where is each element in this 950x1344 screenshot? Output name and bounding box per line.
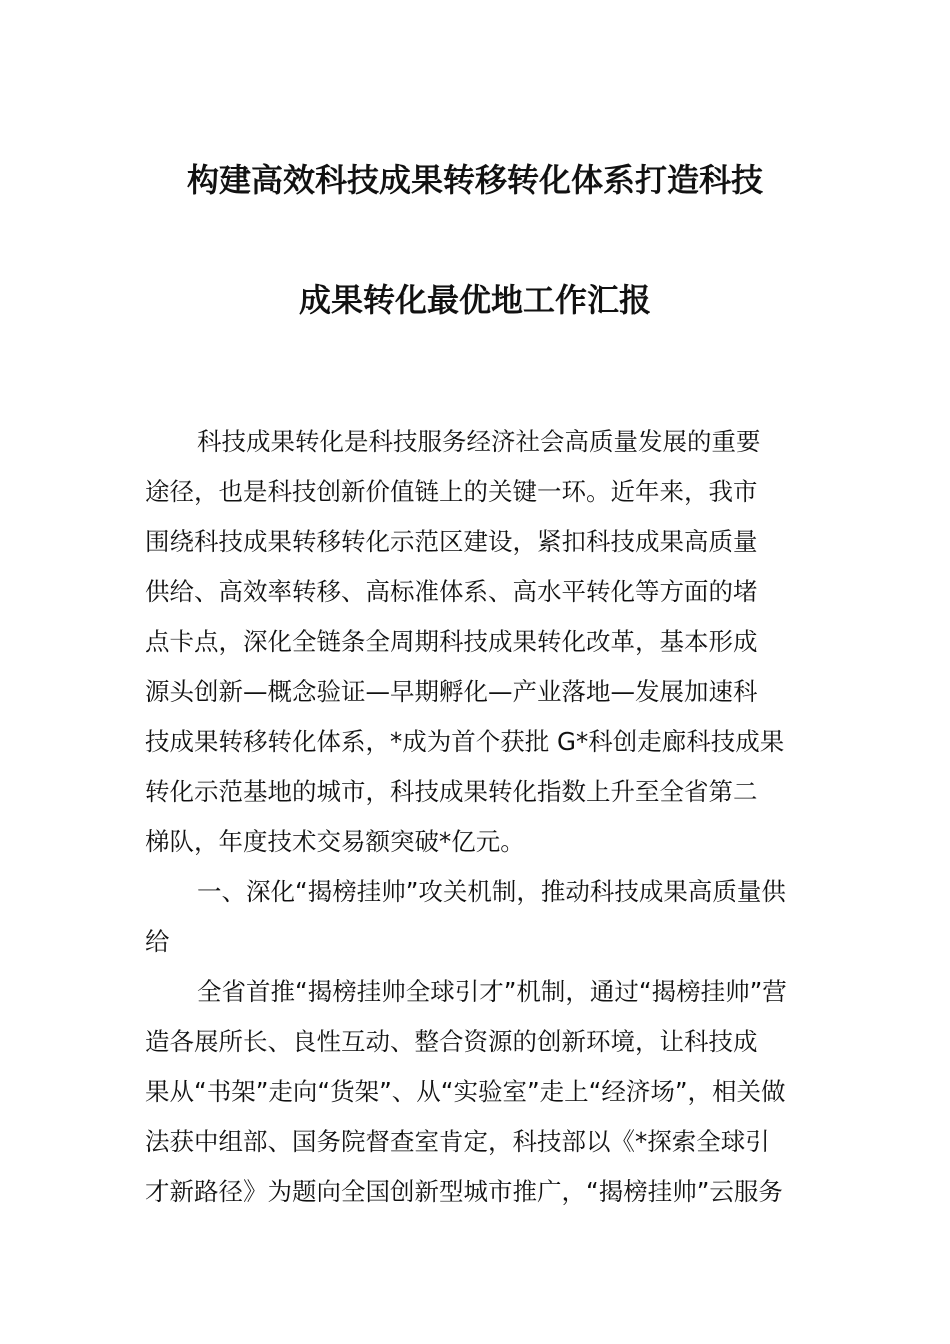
body-text-line: 转化示范基地的城市，科技成果转化指数上升至全省第二 [145, 777, 758, 806]
document-title-line-2: 成果转化最优地工作汇报 [298, 281, 651, 319]
body-text-line: 梯队，年度技术交易额突破*亿元。 [145, 827, 525, 856]
body-text-line: 供给、高效率转移、高标准体系、高水平转化等方面的堵 [145, 577, 758, 606]
document-title-line-1: 构建高效科技成果转移转化体系打造科技 [186, 161, 763, 199]
body-text-line: 全省首推“揭榜挂帅全球引才”机制，通过“揭榜挂帅”营 [197, 977, 787, 1006]
body-text-line: 给 [145, 927, 170, 956]
body-text-line: 源头创新—概念验证—早期孵化—产业落地—发展加速科 [145, 677, 758, 706]
body-text-line: 法获中组部、国务院督查室肯定，科技部以《*探索全球引 [145, 1127, 770, 1156]
body-text-line: 造各展所长、良性互动、整合资源的创新环境，让科技成 [145, 1027, 758, 1056]
body-text-line: 围绕科技成果转移转化示范区建设，紧扣科技成果高质量 [145, 527, 758, 556]
body-text-line: 点卡点，深化全链条全周期科技成果转化改革，基本形成 [145, 627, 758, 656]
body-text-line: 技成果转移转化体系，*成为首个获批 G*科创走廊科技成果 [145, 727, 785, 756]
body-text-line: 科技成果转化是科技服务经济社会高质量发展的重要 [197, 427, 761, 456]
body-text-line: 才新路径》为题向全国创新型城市推广，“揭榜挂帅”云服务 [145, 1177, 783, 1206]
document-body [145, 417, 808, 1217]
body-text-line: 一、深化“揭榜挂帅”攻关机制，推动科技成果高质量供 [197, 877, 786, 906]
body-text-line: 果从“书架”走向“货架”、从“实验室”走上“经济场”，相关做 [145, 1077, 786, 1106]
body-text-line: 途径，也是科技创新价值链上的关键一环。近年来，我市 [145, 477, 758, 506]
